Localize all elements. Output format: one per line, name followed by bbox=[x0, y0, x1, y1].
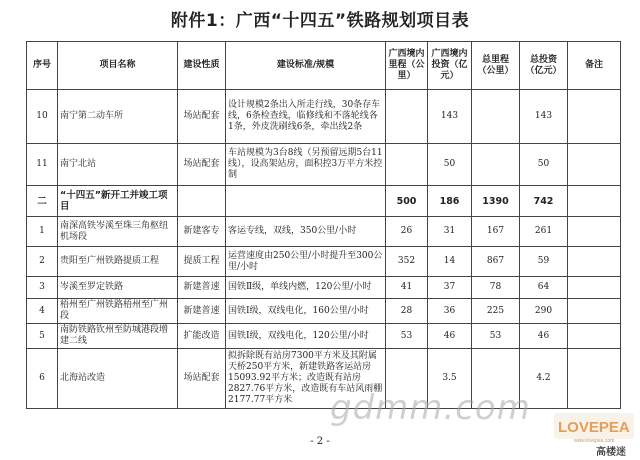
cell-inv-gx: 37 bbox=[428, 277, 472, 299]
cell-inv-total: 143 bbox=[520, 90, 568, 144]
cell-standard bbox=[226, 186, 386, 217]
cell-note bbox=[568, 324, 621, 349]
cell-inv-gx: 36 bbox=[428, 299, 472, 324]
header-standard: 建设标准/规模 bbox=[226, 42, 386, 90]
page-number: - 2 - bbox=[310, 436, 330, 447]
cell-nature: 场站配套 bbox=[178, 144, 226, 186]
cell-inv-total: 46 bbox=[520, 324, 568, 349]
cell-inv-gx: 14 bbox=[428, 247, 472, 277]
cell-name: 贵阳至广州铁路提质工程 bbox=[58, 247, 178, 277]
table-row bbox=[27, 247, 621, 277]
cell-name: 南防铁路钦州至防城港段增建二线 bbox=[58, 324, 178, 349]
cell-no: 2 bbox=[27, 247, 58, 277]
railway-project-table bbox=[26, 41, 621, 409]
cell-inv-total: 64 bbox=[520, 277, 568, 299]
table-row bbox=[27, 349, 621, 409]
cell-inv-total: 290 bbox=[520, 299, 568, 324]
cell-km-gx bbox=[386, 144, 428, 186]
cell-nature: 提质工程 bbox=[178, 247, 226, 277]
cell-km-total bbox=[472, 90, 520, 144]
cell-inv-gx: 3.5 bbox=[428, 349, 472, 409]
cell-note bbox=[568, 247, 621, 277]
cell-standard: 国铁Ⅰ级，双线电化，160公里/小时 bbox=[226, 299, 386, 324]
cell-inv-gx: 46 bbox=[428, 324, 472, 349]
cell-name: 南深高铁岑溪至珠三角枢纽机场段 bbox=[58, 217, 178, 247]
cell-nature: 场站配套 bbox=[178, 90, 226, 144]
cell-no: 6 bbox=[27, 349, 58, 409]
cell-inv-total: 50 bbox=[520, 144, 568, 186]
cell-km-gx: 500 bbox=[386, 186, 428, 217]
cell-km-total: 1390 bbox=[472, 186, 520, 217]
logo-main-text: LOVEPEA bbox=[558, 419, 630, 436]
cell-inv-gx: 50 bbox=[428, 144, 472, 186]
header-no: 序号 bbox=[27, 42, 58, 90]
cell-standard: 运营速度由250公里/小时提升至300公里/小时 bbox=[226, 247, 386, 277]
header-inv-gx: 广西境内投资（亿元） bbox=[428, 42, 472, 90]
cell-km-gx bbox=[386, 90, 428, 144]
cell-note bbox=[568, 186, 621, 217]
cell-inv-gx: 143 bbox=[428, 90, 472, 144]
header-inv-total: 总投资（亿元） bbox=[520, 42, 568, 90]
cell-no: 5 bbox=[27, 324, 58, 349]
table-row bbox=[27, 299, 621, 324]
cell-km-gx: 352 bbox=[386, 247, 428, 277]
cell-km-total: 167 bbox=[472, 217, 520, 247]
cell-name: “十四五”新开工并竣工项目 bbox=[58, 186, 178, 217]
cell-standard: 车站规模为3台8线（另预留远期5台11线），设高架站房，面积控3万平方米控制 bbox=[226, 144, 386, 186]
table-row bbox=[27, 90, 621, 144]
cell-standard: 拟拆除既有站房7300平方米及其附属天桥250平方米，新建铁路客运站房15093.92平方米；改造既有站房2827.76平方米，改造既有车站风雨棚2177.77平方米 bbox=[226, 349, 386, 409]
cell-note bbox=[568, 217, 621, 247]
cell-name: 梧州至广州铁路梧州至广州段 bbox=[58, 299, 178, 324]
cell-no: 11 bbox=[27, 144, 58, 186]
cell-no: 3 bbox=[27, 277, 58, 299]
cell-no: 1 bbox=[27, 217, 58, 247]
cell-km-total: 78 bbox=[472, 277, 520, 299]
table-row bbox=[27, 144, 621, 186]
header-km-total: 总里程（公里） bbox=[472, 42, 520, 90]
cell-km-gx: 26 bbox=[386, 217, 428, 247]
cell-standard: 国铁Ⅰ级，双线电化，120公里/小时 bbox=[226, 324, 386, 349]
header-nature: 建设性质 bbox=[178, 42, 226, 90]
cell-name: 南宁北站 bbox=[58, 144, 178, 186]
cell-note bbox=[568, 277, 621, 299]
cell-name: 南宁第二动车所 bbox=[58, 90, 178, 144]
header-km-gx: 广西境内里程（公里） bbox=[386, 42, 428, 90]
cell-inv-total: 59 bbox=[520, 247, 568, 277]
cell-no: 4 bbox=[27, 299, 58, 324]
cell-name: 岑溪至罗定铁路 bbox=[58, 277, 178, 299]
cell-standard: 国铁Ⅱ级，单线内燃，120公里/小时 bbox=[226, 277, 386, 299]
cell-nature: 场站配套 bbox=[178, 349, 226, 409]
header-note: 备注 bbox=[568, 42, 621, 90]
logo-cn-text: 高楼迷 bbox=[596, 447, 626, 458]
table-section-row bbox=[27, 186, 621, 217]
cell-km-gx: 28 bbox=[386, 299, 428, 324]
table-header-row bbox=[27, 42, 621, 90]
watermark-text: gdmm.com bbox=[330, 388, 531, 428]
cell-inv-gx: 186 bbox=[428, 186, 472, 217]
logo-url-text: www.lovepea.com bbox=[574, 438, 615, 444]
table-row bbox=[27, 217, 621, 247]
cell-nature: 新建客专 bbox=[178, 217, 226, 247]
cell-note bbox=[568, 299, 621, 324]
cell-km-total bbox=[472, 144, 520, 186]
table-row bbox=[27, 277, 621, 299]
cell-name: 北海站改造 bbox=[58, 349, 178, 409]
header-name: 项目名称 bbox=[58, 42, 178, 90]
cell-note bbox=[568, 90, 621, 144]
cell-standard: 设计规模2条出入所走行线，30条存车线，6条检查线，临修线和不落轮线各1条，外皮洗刷线6条，牵出线2条 bbox=[226, 90, 386, 144]
table-row bbox=[27, 324, 621, 349]
cell-no: 10 bbox=[27, 90, 58, 144]
cell-inv-gx: 31 bbox=[428, 217, 472, 247]
cell-km-total: 867 bbox=[472, 247, 520, 277]
document-title: 附件1：广西“十四五”铁路规划项目表 bbox=[170, 11, 470, 31]
cell-km-total: 225 bbox=[472, 299, 520, 324]
cell-inv-total: 261 bbox=[520, 217, 568, 247]
cell-nature: 新建普速 bbox=[178, 277, 226, 299]
cell-inv-total: 742 bbox=[520, 186, 568, 217]
cell-km-gx: 41 bbox=[386, 277, 428, 299]
cell-no: 二 bbox=[27, 186, 58, 217]
cell-km-gx: 53 bbox=[386, 324, 428, 349]
cell-nature bbox=[178, 186, 226, 217]
cell-km-total: 53 bbox=[472, 324, 520, 349]
cell-standard: 客运专线，双线，350公里/小时 bbox=[226, 217, 386, 247]
cell-nature: 扩能改造 bbox=[178, 324, 226, 349]
lovepea-logo bbox=[544, 410, 636, 458]
cell-inv-total: 4.2 bbox=[520, 349, 568, 409]
cell-note bbox=[568, 144, 621, 186]
cell-note bbox=[568, 349, 621, 409]
cell-nature: 新建普速 bbox=[178, 299, 226, 324]
